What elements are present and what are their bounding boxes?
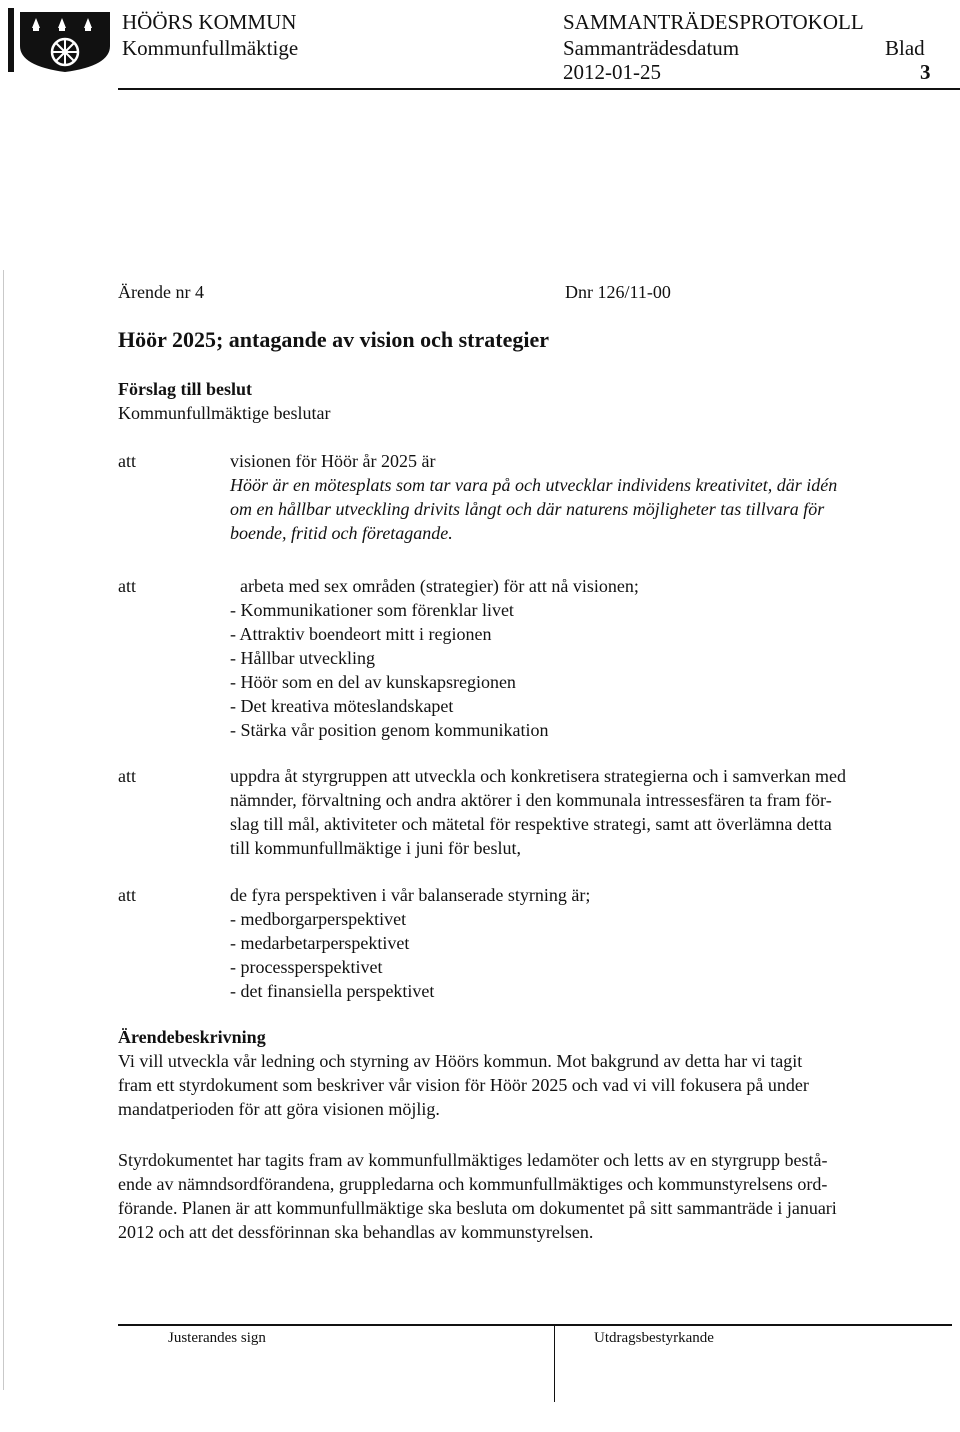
signature-line-left: [118, 1324, 555, 1326]
body-name: Kommunfullmäktige: [122, 36, 299, 60]
date-label: Sammanträdesdatum: [563, 36, 740, 60]
decision-line: de fyra perspektiven i vår balanserade styrning är;: [230, 885, 591, 905]
errand-number: Ärende nr 4: [118, 282, 204, 302]
vision-line: boende, fritid och företagande.: [230, 523, 453, 543]
hoor-coat-of-arms-icon: [6, 6, 116, 74]
organization-name: HÖÖRS KOMMUN: [122, 10, 297, 34]
scan-margin-line: [3, 270, 4, 1390]
strategy-item: - Hållbar utveckling: [230, 648, 375, 668]
proposal-heading: Förslag till beslut: [118, 379, 252, 399]
description-line: 2012 och att det dessförinnan ska behandlas av kommunstyrelsen.: [118, 1222, 594, 1242]
decision-label: att: [118, 576, 136, 596]
description-line: ende av nämndsordförandena, gruppledarna och kommunfullmäktiges och kommunstyrelsens ord-: [118, 1174, 828, 1194]
strategy-item: - Attraktiv boendeort mitt i regionen: [230, 624, 492, 644]
strategy-item: - Höör som en del av kunskapsregionen: [230, 672, 516, 692]
decision-label: att: [118, 885, 136, 905]
decision-line: till kommunfullmäktige i juni för beslut,: [230, 838, 521, 858]
decision-line: nämnder, förvaltning och andra aktörer i den kommunala intressesfären ta fram för-: [230, 790, 832, 810]
page-label: Blad: [885, 36, 925, 60]
perspective-item: - det finansiella perspektivet: [230, 981, 435, 1001]
errand-title: Höör 2025; antagande av vision och strategier: [118, 327, 550, 352]
decision-line: slag till mål, aktiviteter och mätetal för respektive strategi, samt att överlämna detta: [230, 814, 832, 834]
perspective-item: - medborgarperspektivet: [230, 909, 407, 929]
description-heading: Ärendebeskrivning: [118, 1027, 266, 1047]
header-divider: [118, 88, 960, 90]
signature-line-right: [554, 1324, 952, 1326]
signature-divider: [554, 1324, 555, 1402]
strategy-item: - Kommunikationer som förenklar livet: [230, 600, 514, 620]
utdragsbestyrkande-label: Utdragsbestyrkande: [594, 1330, 714, 1346]
decision-label: att: [118, 451, 136, 471]
errand-dnr: Dnr 126/11-00: [565, 282, 671, 302]
perspective-item: - processperspektivet: [230, 957, 383, 977]
decision-label: att: [118, 766, 136, 786]
perspective-item: - medarbetarperspektivet: [230, 933, 410, 953]
description-line: förande. Planen är att kommunfullmäktige ska besluta om dokumentet på sitt sammanträde i januari: [118, 1198, 837, 1218]
vision-line: Höör är en mötesplats som tar vara på och utvecklar individens kreativitet, där idén: [230, 475, 838, 495]
strategy-item: - Det kreativa möteslandskapet: [230, 696, 454, 716]
decision-line: visionen för Höör år 2025 är: [230, 451, 436, 471]
proposal-intro: Kommunfullmäktige beslutar: [118, 403, 331, 423]
page-number: 3: [920, 60, 931, 84]
description-line: Vi vill utveckla vår ledning och styrning av Höörs kommun. Mot bakgrund av detta har vi tagit: [118, 1051, 803, 1071]
justerandes-sign-label: Justerandes sign: [168, 1330, 266, 1346]
description-line: fram ett styrdokument som beskriver vår vision för Höör 2025 och vad vi vill fokusera på under: [118, 1075, 809, 1095]
meeting-date: 2012-01-25: [563, 60, 661, 84]
description-line: mandatperioden för att göra visionen möjlig.: [118, 1099, 440, 1119]
decision-line: arbeta med sex områden (strategier) för att nå visionen;: [240, 576, 639, 596]
strategy-item: - Stärka vår position genom kommunikation: [230, 720, 549, 740]
document-type: SAMMANTRÄDESPROTOKOLL: [563, 10, 864, 34]
vision-line: om en hållbar utveckling drivits långt och där naturens möjligheter tas tillvara för: [230, 499, 825, 519]
description-line: Styrdokumentet har tagits fram av kommunfullmäktiges ledamöter och letts av en styrgrupp bestå-: [118, 1150, 828, 1170]
decision-line: uppdra åt styrgruppen att utveckla och konkretisera strategierna och i samverkan med: [230, 766, 846, 786]
